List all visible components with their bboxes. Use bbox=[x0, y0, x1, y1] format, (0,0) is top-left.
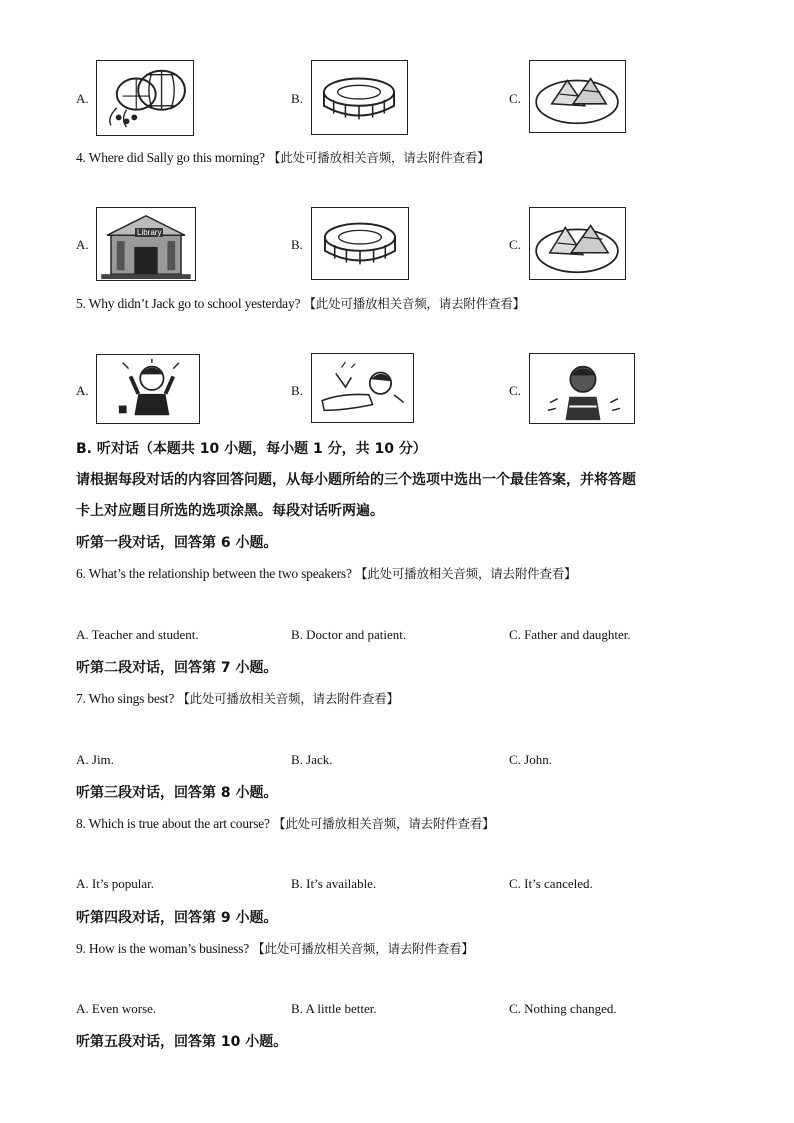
audio-note[interactable]: 【此处可播放相关音频，请去附件查看】 bbox=[303, 296, 525, 311]
option-c[interactable]: C. Nothing changed. bbox=[509, 1001, 617, 1016]
option-label-c: C. bbox=[509, 237, 521, 252]
audio-note[interactable]: 【此处可播放相关音频，请去附件查看】 bbox=[177, 691, 399, 706]
option-label-c: C. bbox=[509, 383, 521, 398]
question-text: 8. Which is true about the art course? bbox=[76, 816, 270, 831]
question-text: 5. Why didn’t Jack go to school yesterday? bbox=[76, 296, 301, 311]
option-b[interactable]: B. Jack. bbox=[291, 752, 333, 767]
option-label-c: C. bbox=[509, 91, 521, 106]
cold-boy-picture bbox=[529, 353, 635, 424]
option-c[interactable]: C. It’s canceled. bbox=[509, 876, 593, 891]
option-label-a: A. bbox=[76, 383, 89, 398]
option-c[interactable]: C. Father and daughter. bbox=[509, 627, 631, 642]
option-label-b: B. bbox=[291, 91, 303, 106]
dialog-intro-2: 听第二段对话，回答第 7 小题。 bbox=[76, 660, 278, 676]
section-b-instruction-2: 卡上对应题目所选的选项涂黑。每段对话听两遍。 bbox=[76, 503, 384, 519]
question-8 bbox=[76, 814, 494, 832]
option-a[interactable]: A. Even worse. bbox=[76, 1001, 157, 1016]
dialog-intro-5: 听第五段对话，回答第 10 小题。 bbox=[76, 1034, 288, 1050]
option-label-a: A. bbox=[76, 237, 89, 252]
headache-boy-picture bbox=[96, 354, 200, 424]
option-label-a: A. bbox=[76, 91, 89, 106]
dialog-intro-1: 听第一段对话，回答第 6 小题。 bbox=[76, 535, 278, 551]
question-4 bbox=[76, 148, 489, 166]
section-b-heading: B. 听对话（本题共 10 小题，每小题 1 分，共 10 分） bbox=[76, 441, 427, 457]
library-picture bbox=[96, 207, 196, 281]
option-b[interactable]: B. A little better. bbox=[291, 1001, 377, 1016]
option-a[interactable]: A. It’s popular. bbox=[76, 876, 154, 891]
section-b-instruction-1: 请根据每段对话的内容回答问题，从每小题所给的三个选项中选出一个最佳答案，并将答题 bbox=[76, 472, 636, 488]
question-7 bbox=[76, 689, 399, 707]
question-text: 7. Who sings best? bbox=[76, 691, 175, 706]
option-b[interactable]: B. Doctor and patient. bbox=[291, 627, 407, 642]
lanterns-picture bbox=[96, 60, 194, 136]
option-b[interactable]: B. It’s available. bbox=[291, 876, 377, 891]
dialog-intro-3: 听第三段对话，回答第 8 小题。 bbox=[76, 785, 278, 801]
mooncake-picture bbox=[311, 207, 409, 280]
option-a[interactable]: A. Jim. bbox=[76, 752, 114, 767]
injured-boy-picture bbox=[311, 353, 414, 423]
audio-note[interactable]: 【此处可播放相关音频，请去附件查看】 bbox=[273, 816, 495, 831]
mooncake-picture bbox=[311, 60, 408, 135]
question-text: 4. Where did Sally go this morning? bbox=[76, 150, 265, 165]
zongzi-picture bbox=[529, 60, 626, 133]
zongzi-picture bbox=[529, 207, 626, 280]
question-5 bbox=[76, 294, 525, 312]
question-text: 9. How is the woman’s business? bbox=[76, 941, 250, 956]
audio-note[interactable]: 【此处可播放相关音频，请去附件查看】 bbox=[252, 941, 474, 956]
audio-note[interactable]: 【此处可播放相关音频，请去附件查看】 bbox=[268, 150, 490, 165]
option-label-b: B. bbox=[291, 237, 303, 252]
question-9 bbox=[76, 939, 474, 957]
option-a[interactable]: A. Teacher and student. bbox=[76, 627, 199, 642]
question-6 bbox=[76, 564, 576, 582]
option-label-b: B. bbox=[291, 383, 303, 398]
option-c[interactable]: C. John. bbox=[509, 752, 552, 767]
question-text: 6. What’s the relationship between the two speakers? bbox=[76, 566, 352, 581]
library-sign: Library bbox=[137, 228, 162, 237]
audio-note[interactable]: 【此处可播放相关音频，请去附件查看】 bbox=[354, 566, 577, 581]
dialog-intro-4: 听第四段对话，回答第 9 小题。 bbox=[76, 910, 278, 926]
